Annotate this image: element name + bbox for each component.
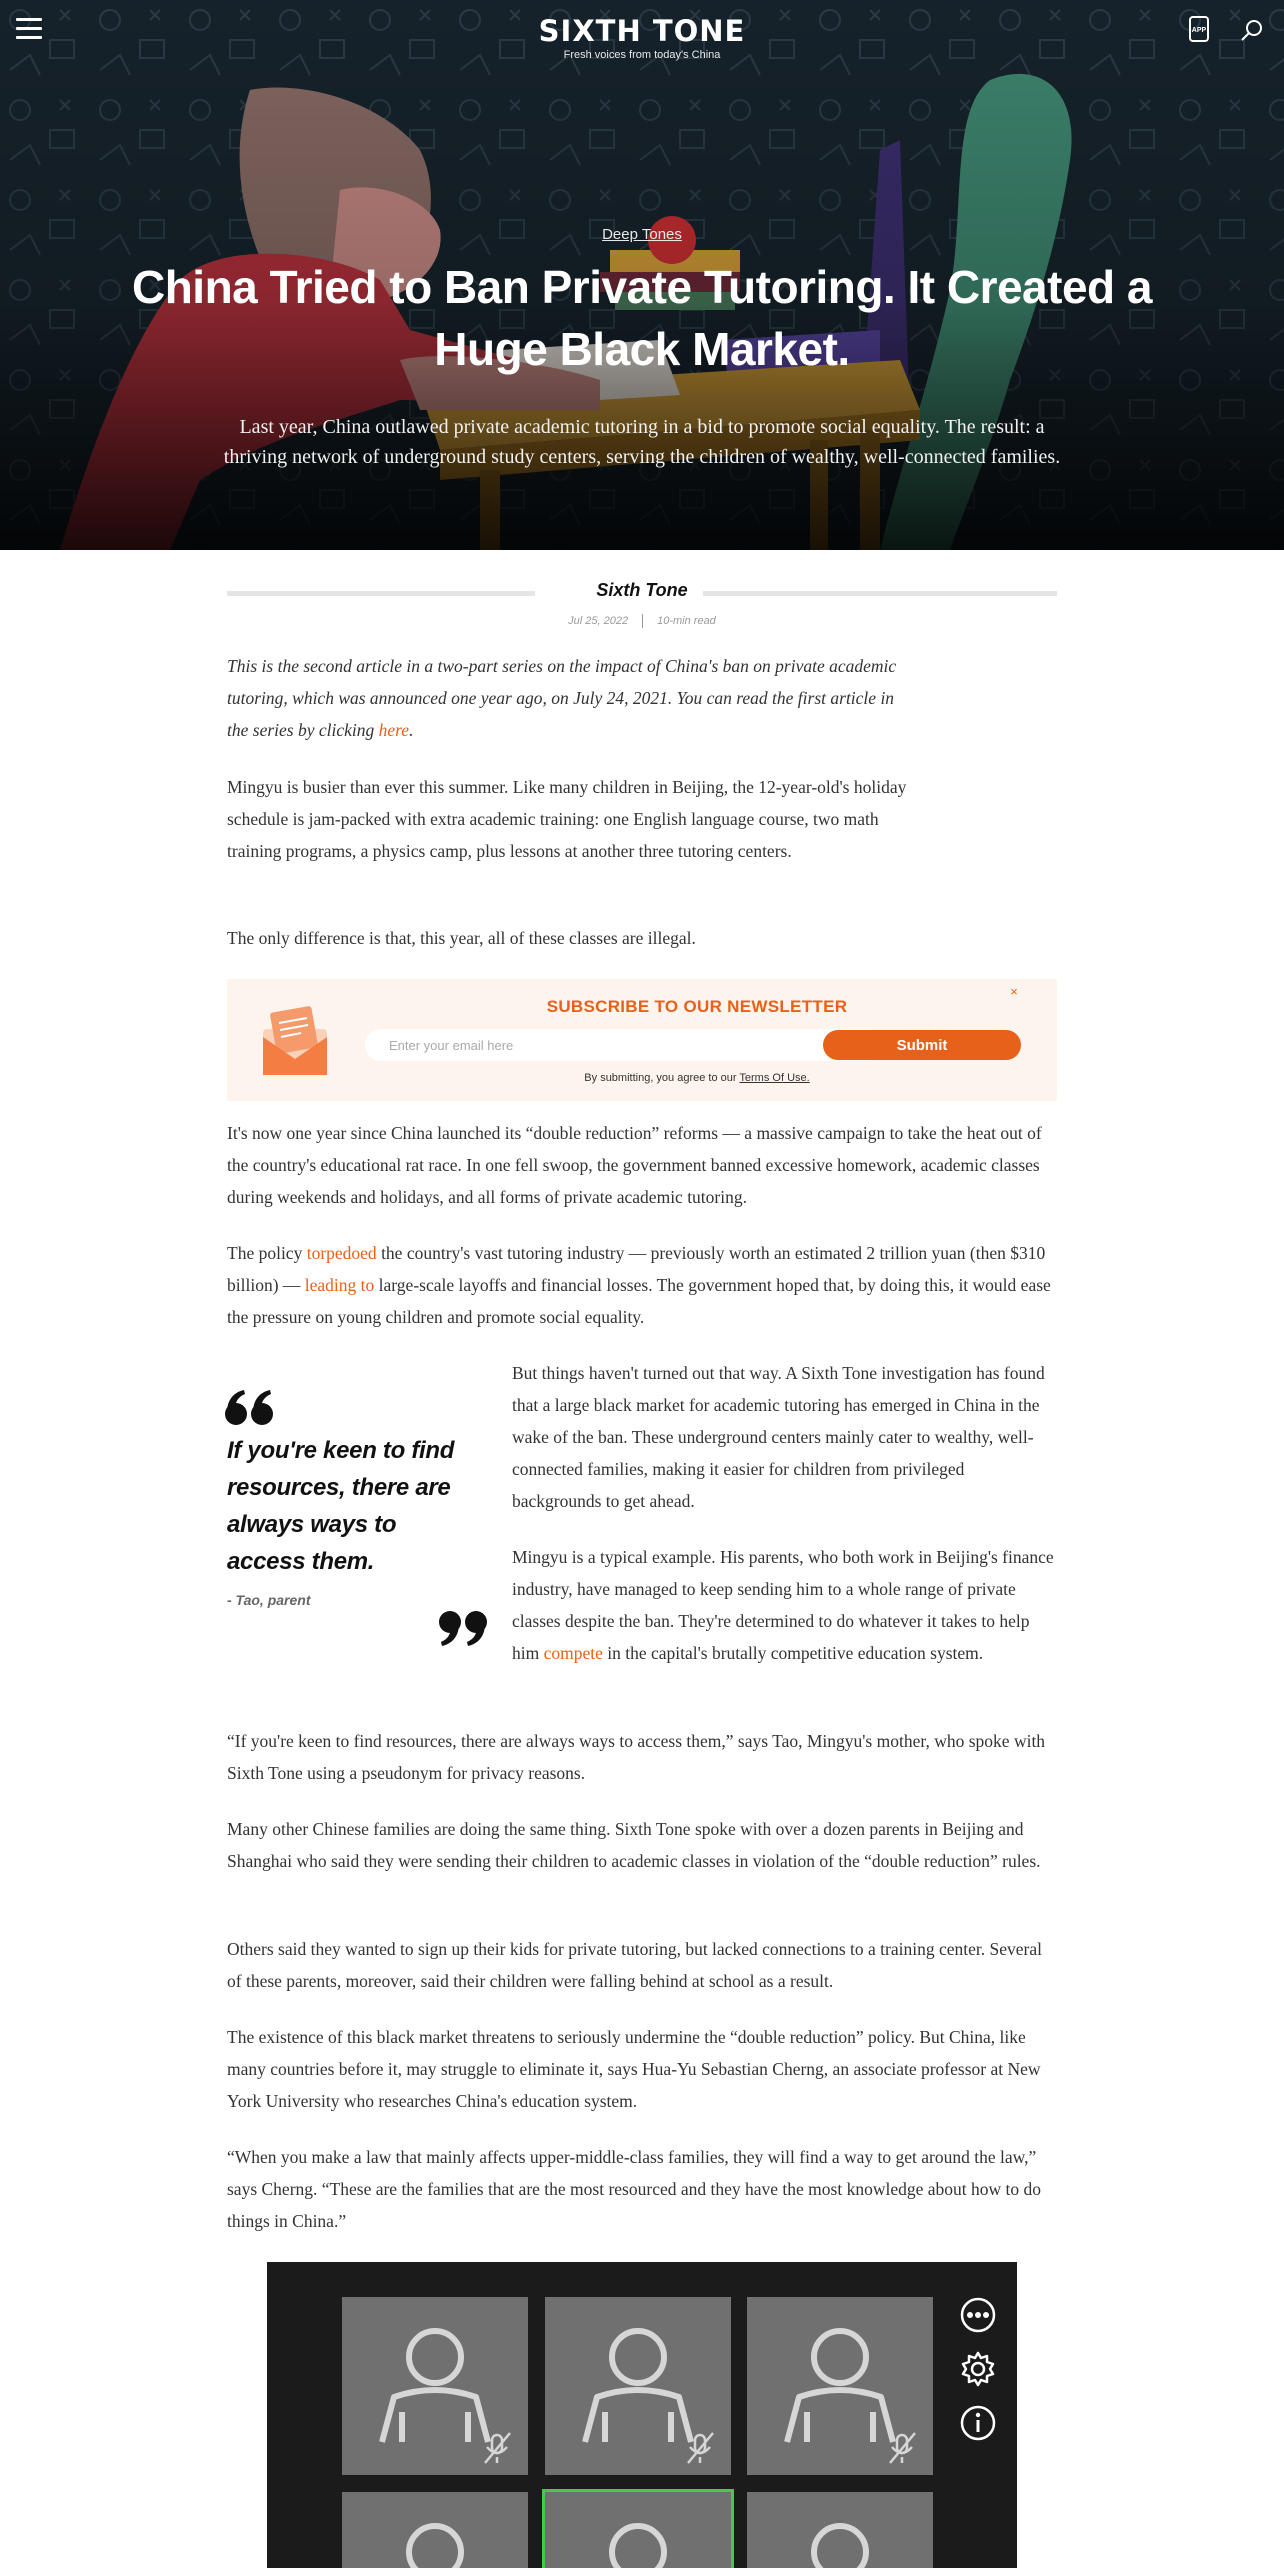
pull-quote-text: If you're keen to find resources, there are always ways to access them.: [227, 1437, 455, 1575]
newsletter-terms: [367, 1072, 1027, 1084]
newsletter-title: SUBSCRIBE TO OUR NEWSLETTER: [546, 997, 848, 1016]
publish-date: Jul 25, 2022: [568, 614, 629, 627]
body-paragraph: It's now one year since China launched its “double reduction” reforms — a massive campaign to take the heat out of the country's educational rat race. In one fell swoop, the government banned excessive homework, academic classes during weekends and holidays, and all forms of private academic tutoring.: [227, 1123, 1042, 1207]
person-icon: [747, 2492, 933, 2568]
person-icon: [747, 2297, 933, 2475]
paragraph-text: in the capital's brutally competitive education system.: [602, 1643, 984, 1663]
open-quote-icon: [224, 1388, 276, 1428]
compete-link[interactable]: compete: [543, 1643, 603, 1663]
body-paragraph: “If you're keen to find resources, there are always ways to access them,” says Tao, Mingyu's mother, who spoke with Sixth Tone using a pseudonym for privacy reasons.: [227, 1731, 1046, 1783]
byline: [227, 580, 1057, 604]
first-article-link[interactable]: here: [378, 720, 410, 740]
leading-to-link[interactable]: leading to: [304, 1275, 375, 1295]
torpedoed-link[interactable]: torpedoed: [306, 1243, 377, 1263]
body-paragraph: [512, 1541, 1057, 1669]
participant-tile[interactable]: [747, 2297, 933, 2475]
body-paragraph: Mingyu is busier than ever this summer. Like many children in Beijing, the 12-year-old's holiday schedule is jam-packed with extra academic training: one English language course, two math training programs, a physics camp, plus lessons at another three tutoring centers.: [227, 777, 907, 861]
body-paragraph: The only difference is that, this year, all of these classes are illegal.: [227, 928, 696, 948]
email-input[interactable]: [365, 1029, 885, 1061]
body-paragraph: “When you make a law that mainly affects upper-middle-class families, they will find a way to get around the law,” says Cherng. “These are the families that are the most resourced and they have the most knowledge about how to do things in China.”: [227, 2147, 1041, 2231]
pull-quote-attribution: - Tao, parent: [227, 1592, 311, 1608]
person-icon: [342, 2297, 528, 2475]
terms-of-use-link[interactable]: Terms Of Use.: [739, 1072, 810, 1084]
hero-banner: [0, 0, 1284, 550]
author-name[interactable]: Sixth Tone: [596, 580, 688, 600]
body-paragraph: But things haven't turned out that way. A Sixth Tone investigation has found that a large black market for academic tutoring has emerged in China in the wake of the ban. These underground centers mainly cater to wealthy, well-connected families, making it easier for children from privileged backgrounds to get ahead.: [512, 1363, 1045, 1511]
paragraph-text: large-scale layoffs and financial losses. The government hoped that, by doing this, it would ease the pressure on young children and promote social equality.: [227, 1275, 1051, 1327]
body-paragraph: Others said they wanted to sign up their kids for private tutoring, but lacked connections to a training center. Several of these parents, moreover, said their children were falling behind at school as a result.: [227, 1939, 1042, 1991]
person-icon: [545, 2297, 731, 2475]
close-icon[interactable]: ×: [1010, 984, 1018, 999]
submit-button[interactable]: Submit: [823, 1030, 1021, 1060]
participant-tile[interactable]: [342, 2492, 528, 2568]
series-intro-end: .: [409, 720, 414, 740]
participant-tile-active[interactable]: [545, 2492, 731, 2568]
top-navigation: [0, 0, 1284, 70]
terms-prefix: By submitting, you agree to our: [584, 1072, 740, 1084]
info-icon[interactable]: [959, 2404, 997, 2442]
logo-text: SIXTH TONE: [538, 14, 746, 48]
body-paragraph: Many other Chinese families are doing the same thing. Sixth Tone spoke with over a dozen parents in Beijing and Shanghai who said they were sending their children to academic classes in violation of the “double reduction” rules.: [227, 1819, 1041, 1871]
participant-tile[interactable]: [342, 2297, 528, 2475]
app-download-icon[interactable]: [1187, 16, 1211, 42]
newsletter-signup: [227, 979, 1057, 1101]
meta-separator: [642, 614, 643, 628]
participant-tile[interactable]: [747, 2492, 933, 2568]
series-intro: [227, 650, 907, 746]
paragraph-text: Mingyu is a typical example. His parents, who both work in Beijing's finance industry, have managed to keep sending him to a whole range of private classes despite the ban. They're determined to do whatever it takes to help him: [512, 1547, 1054, 1663]
article-category-link[interactable]: Deep Tones: [602, 226, 682, 243]
article-summary: Last year, China outlawed private academic tutoring in a bid to promote social equality. The result: a thriving network of underground study centers, serving the children of wealthy, well-connected families.: [223, 416, 1061, 468]
body-paragraph: The existence of this black market threatens to seriously undermine the “double reduction” policy. But China, like many countries before it, may struggle to eliminate it, says Hua-Yu Sebastian Cherng, an associate professor at New York University who researches China's education system.: [227, 2027, 1041, 2111]
close-quote-icon: [436, 1608, 488, 1648]
video-call-illustration: [267, 2262, 1017, 2568]
body-paragraph: [227, 1237, 1057, 1333]
participant-tile[interactable]: [545, 2297, 731, 2475]
settings-gear-icon[interactable]: [959, 2350, 997, 2388]
envelope-icon: [257, 1003, 333, 1079]
search-icon[interactable]: [1240, 18, 1264, 42]
paragraph-text: the country's vast tutoring industry — previously worth an estimated 2 trillion yuan (then $310 billion) —: [227, 1243, 1046, 1295]
read-time: 10-min read: [657, 614, 716, 627]
article-title: China Tried to Ban Private Tutoring. It Created a Huge Black Market.: [131, 261, 1153, 375]
series-intro-text: This is the second article in a two-part series on the impact of China's ban on private academic tutoring, which was announced one year ago, on July 24, 2021. You can read the first article in the series by clicking: [227, 656, 897, 740]
site-logo[interactable]: [0, 14, 1284, 61]
paragraph-text: The policy: [227, 1243, 307, 1263]
logo-tagline: Fresh voices from today's China: [563, 49, 721, 61]
article-meta: [0, 614, 1284, 628]
app-badge-text: APP: [1191, 27, 1207, 34]
more-options-icon[interactable]: [959, 2296, 997, 2334]
person-icon: [342, 2492, 528, 2568]
person-icon: [545, 2492, 731, 2568]
